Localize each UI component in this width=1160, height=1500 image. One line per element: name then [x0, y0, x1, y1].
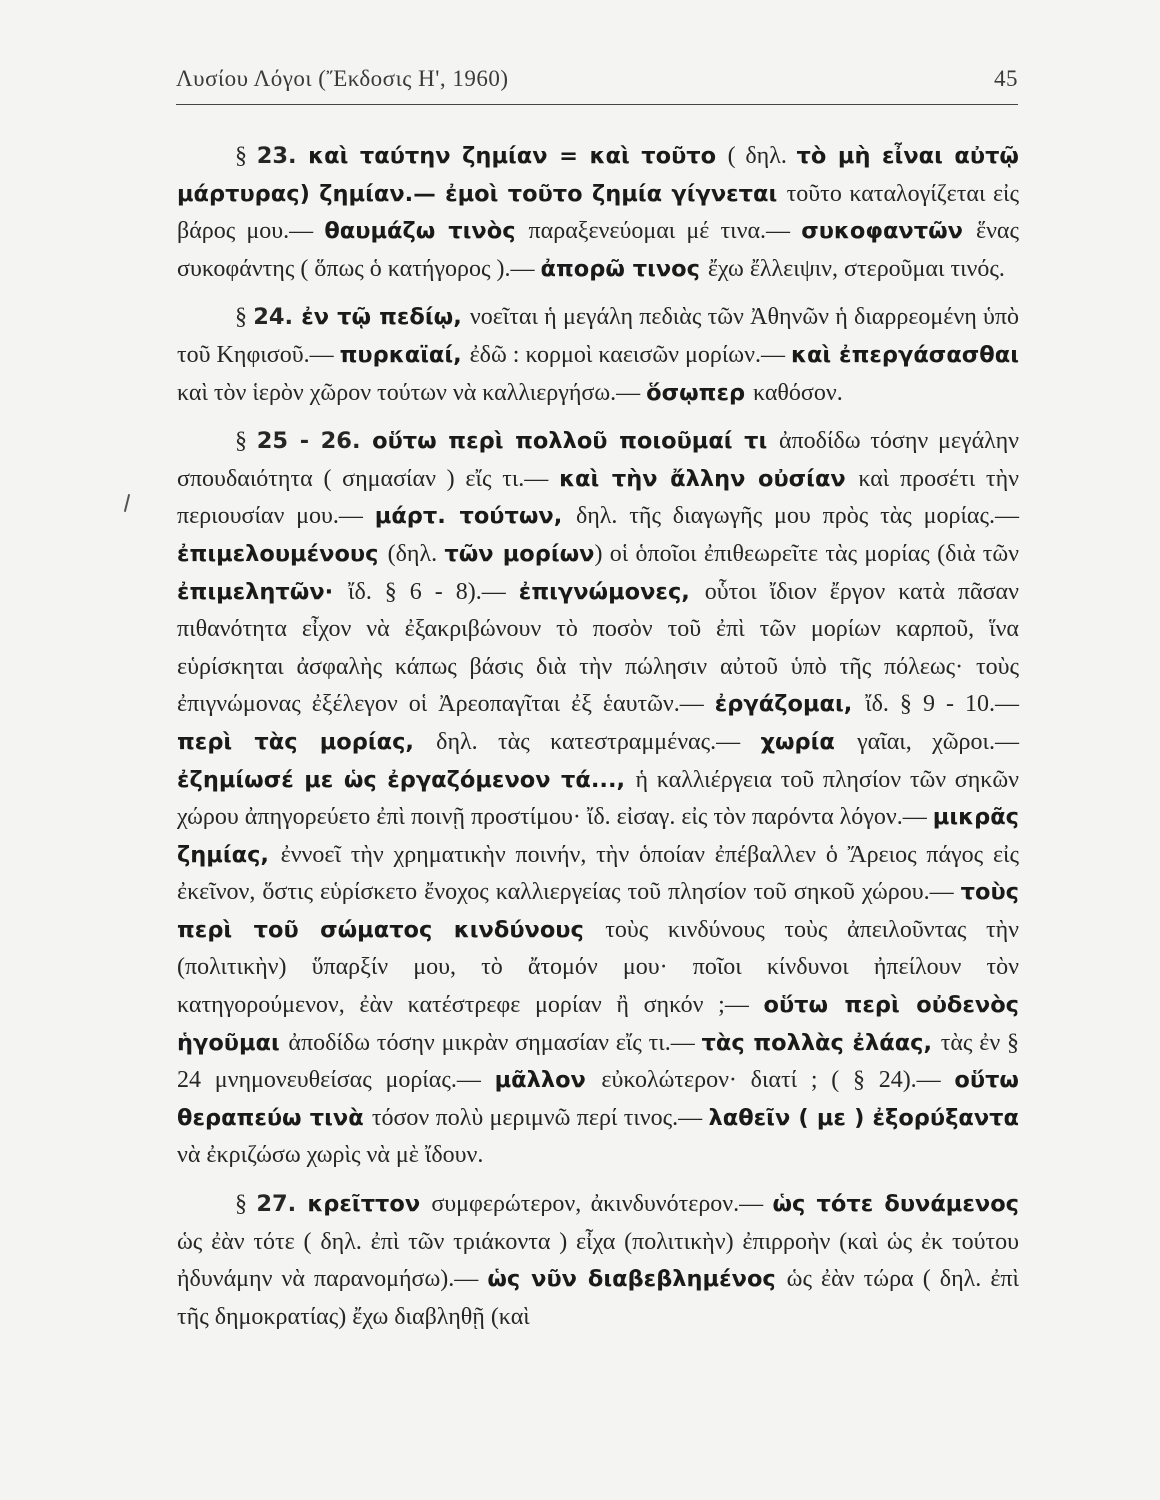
lemma: ὅσῳπερ: [646, 379, 753, 406]
lemma: κρεῖττον: [296, 1191, 432, 1218]
section-number: 24.: [253, 304, 294, 331]
lemma: ὡς νῦν διαβεβλημένος: [487, 1266, 787, 1293]
gloss: (δηλ.: [387, 540, 445, 567]
lemma: οὕτω θεραπεύω τινὰ: [177, 1067, 1019, 1131]
lemma: τῶν μορίων: [444, 540, 595, 567]
gloss: παραξενεύομαι μέ τινα.—: [528, 218, 802, 245]
lemma: τὰς πολλὰς ἐλάας,: [701, 1029, 941, 1056]
section-sign: §: [235, 1191, 257, 1218]
gloss: ἀποδίδω τόσην μικρὰν σημασίαν εἴς τι.—: [288, 1029, 702, 1056]
lemma: τὸ μὴ εἶναι αὐτῷ μάρτυρας) ζημίαν.— ἐμοὶ τοῦτο ζημία γίγνεται: [177, 143, 1019, 207]
lemma: θαυμάζω τινὸς: [324, 218, 529, 245]
gloss: νοεῖται ἡ μεγάλη πεδιὰς τῶν Ἀθηνῶν ἡ διαρρεομένη ὑπὸ τοῦ Κηφισοῦ.—: [177, 304, 1020, 368]
margin-mark: [124, 494, 130, 512]
gloss: δηλ. τῆς διαγωγῆς μου πρὸς τὰς μορίας.—: [575, 503, 1019, 530]
gloss: ἐννοεῖ τὴν χρηματικὴν ποινήν, τὴν ὁποίαν ἐπέβαλλεν ὁ Ἄρειος πάγος εἰς ἐκεῖνον, ὅστις εὑρίσκετο ἔνοχος καλλιεργείας τοῦ πλησίον τοῦ σηκοῦ χώρου.—: [177, 841, 1020, 906]
lemma: οὕτω περὶ οὐδενὸς ἡγοῦμαι: [177, 992, 1020, 1056]
gloss: ( δηλ.: [727, 143, 797, 169]
gloss: ἴδ. § 6 - 8).—: [348, 578, 519, 605]
lemma: μάρτ. τούτων,: [374, 503, 576, 530]
paragraph: [177, 423, 1019, 1175]
lemma: καὶ τὴν ἄλλην οὐσίαν: [559, 465, 859, 492]
lemma: μᾶλλον: [494, 1067, 602, 1094]
paragraph: [177, 138, 1019, 288]
gloss: τοῦτο καταλογίζεται εἰς βάρος μου.—: [177, 180, 1019, 245]
lemma: οὕτω περὶ πολλοῦ ποιοῦμαί τι: [360, 428, 779, 455]
gloss: νὰ ἐκριζώσω χωρὶς νὰ μὲ ἴδουν.: [177, 1142, 484, 1169]
lemma: ἐζημίωσέ με ὡς ἐργαζόμενον τά...,: [177, 766, 636, 793]
gloss: εὐκολώτερον· διατί ; ( § 24).—: [601, 1067, 955, 1094]
header-rule: [176, 104, 1018, 105]
gloss: ὡς ἐὰν τώρα ( δηλ. ἐπὶ τῆς δημοκρατίας) ἔχω διαβληθῇ (καὶ: [177, 1266, 1019, 1330]
gloss: καὶ προσέτι τὴν περιουσίαν μου.—: [177, 465, 1019, 530]
gloss: ἀποδίδω τόσην μεγάλην σπουδαιότητα ( σημασίαν ) εἴς τι.—: [177, 428, 1019, 492]
section-number: 27.: [256, 1191, 297, 1218]
running-title: Λυσίου Λόγοι (Ἔκδοσις Η', 1960): [176, 66, 509, 91]
lemma: ἐπιγνώμονες,: [518, 578, 705, 605]
lemma: ὡς τότε δυνάμενος: [772, 1191, 1019, 1218]
gloss: οὗτοι ἴδιον ἔργον κατὰ πᾶσαν πιθανότητα εἶχον νὰ ἐξακριβώνουν τὸ ποσὸν τοῦ ἐπὶ τῶν μορίων καρποῦ, ἵνα εὑρίσκηται ἀσφαλὴς κάπως βάσις διὰ τὴν πώλησιν αὐτοῦ ὑπὸ τῆς πόλεως· τοὺς ἐπιγνώμονας ἐξέλεγον οἱ Ἀρεοπαγῖται ἐξ ἑαυτῶν.—: [177, 578, 1019, 718]
lemma: χωρία: [760, 728, 858, 755]
paragraph: [177, 299, 1019, 412]
lemma: περὶ τὰς μορίας,: [177, 728, 437, 755]
lemma: καὶ ταύτην ζημίαν = καὶ τοῦτο: [296, 143, 728, 169]
gloss: ) οἱ ὁποῖοι ἐπιθεωρεῖτε τὰς μορίας (διὰ τῶν: [594, 540, 1020, 567]
running-header: [176, 66, 1018, 92]
gloss: τόσον πολὺ μεριμνῶ περί τινος.—: [371, 1104, 709, 1131]
section-sign: §: [235, 304, 254, 331]
section-number: 25 - 26.: [256, 428, 361, 455]
gloss: καθόσον.: [752, 379, 843, 406]
lemma: καὶ ἐπεργάσασθαι: [790, 341, 1019, 368]
section-sign: §: [235, 143, 257, 169]
gloss: ἔχω ἔλλειψιν, στεροῦμαι τινός.: [707, 255, 1005, 282]
gloss: καὶ τὸν ἱερὸν χῶρον τούτων νὰ καλλιεργήσω.—: [177, 379, 647, 406]
commentary-text: [177, 138, 1019, 1347]
gloss: δηλ. τὰς κατεστραμμένας.—: [436, 728, 761, 755]
gloss: τὰς ἐν § 24 μνημονευθείσας μορίας.—: [177, 1029, 1019, 1094]
lemma: μικρᾶς ζημίας,: [177, 804, 1019, 868]
lemma: ἐργάζομαι,: [714, 691, 866, 718]
gloss: τοὺς κινδύνους τοὺς ἀπειλοῦντας τὴν (πολιτικὴν) ὕπαρξίν μου, τὸ ἄτομόν μου· ποῖοι κίνδυνοι ἠπείλουν τὸν κατηγορούμενον, ἐὰν κατέστρεφε μορίαν ἢ σηκόν ;—: [177, 916, 1019, 1019]
gloss: ἕνας συκοφάντης ( ὅπως ὁ κατήγορος ).—: [177, 218, 1019, 282]
gloss: ἡ καλλιέργεια τοῦ πλησίον τῶν σηκῶν χώρου ἀπηγορεύετο ἐπὶ ποινῇ προστίμου· ἴδ. εἰσαγ. εἰς τὸν παρόντα λόγον.—: [177, 766, 1019, 831]
gloss: ἐδῶ : κορμοὶ καεισῶν μορίων.—: [469, 341, 791, 368]
gloss: γαῖαι, χῶροι.—: [857, 728, 1019, 755]
section-sign: §: [235, 428, 257, 455]
lemma: ἐν τῷ πεδίῳ,: [293, 304, 470, 331]
gloss: ὡς ἐὰν τότε ( δηλ. ἐπὶ τῶν τριάκοντα ) εἶχα (πολιτικὴν) ἐπιρροὴν (καὶ ὡς ἐκ τούτου ἠδυνάμην νὰ παρανομήσω).—: [177, 1228, 1019, 1293]
lemma: λαθεῖν ( με ) ἐξορύξαντα: [708, 1104, 1019, 1131]
lemma: πυρκαϊαί,: [339, 341, 470, 368]
lemma: ἐπιμελουμένους: [177, 540, 388, 567]
page-number: 45: [994, 66, 1018, 91]
section-number: 23.: [256, 143, 297, 169]
paragraph: [177, 1186, 1019, 1336]
lemma: ἀπορῶ τινος: [540, 255, 708, 282]
gloss: ἴδ. § 9 - 10.—: [865, 691, 1020, 718]
lemma: τοὺς περὶ τοῦ σώματος κινδύνους: [177, 879, 1019, 943]
lemma: συκοφαντῶν: [801, 218, 976, 245]
lemma: ἐπιμελητῶν·: [177, 578, 349, 605]
gloss: συμφερώτερον, ἀκινδυνότερον.—: [431, 1191, 773, 1218]
